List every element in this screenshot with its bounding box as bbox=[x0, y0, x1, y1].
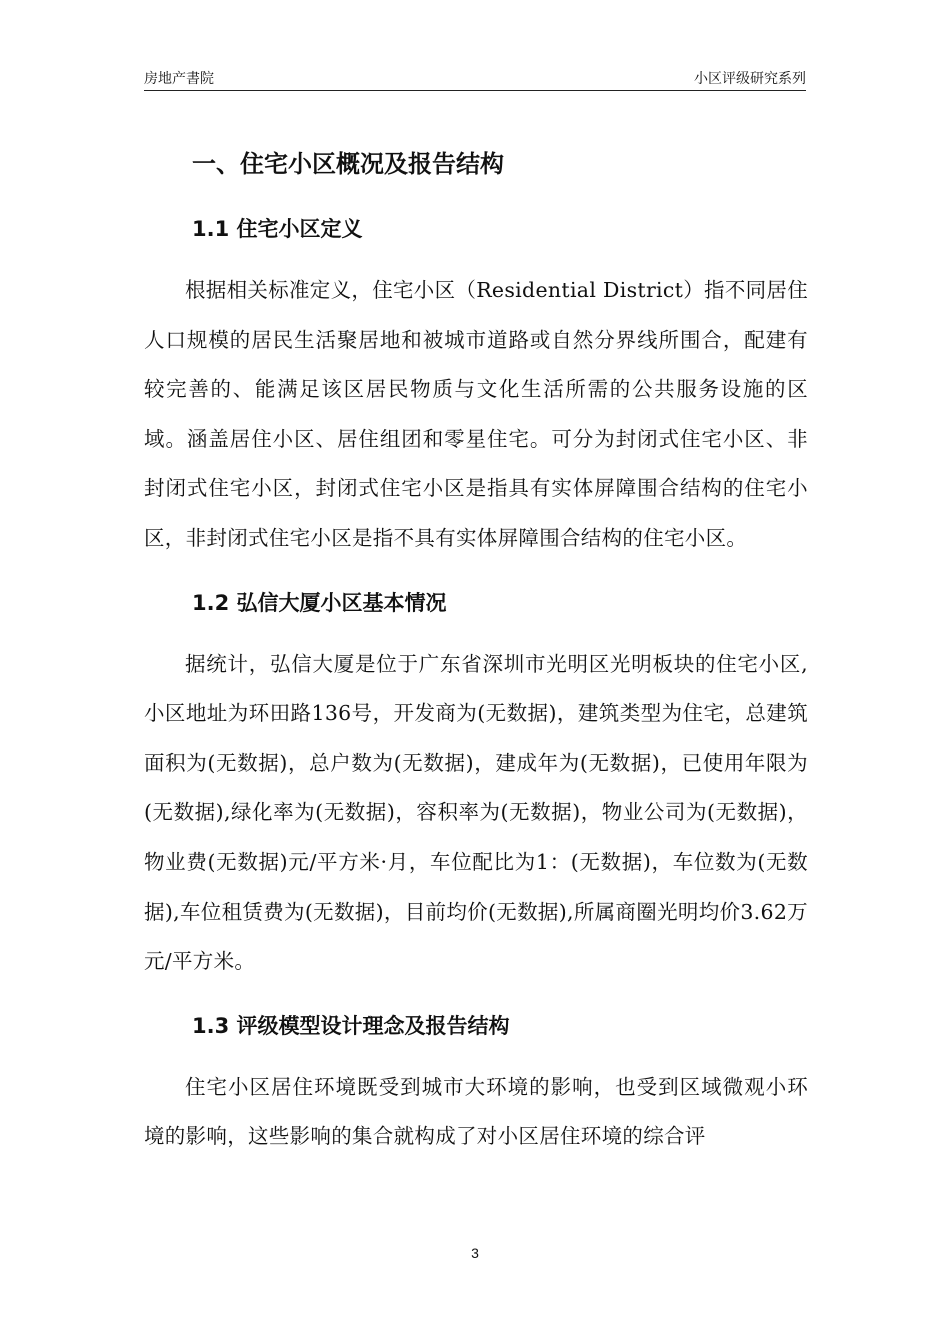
page-number: 3 bbox=[471, 1245, 479, 1261]
section-body-1-3: 住宅小区居住环境既受到城市大环境的影响，也受到区域微观小环境的影响，这些影响的集合就构成了对小区居住环境的综合评 bbox=[144, 1074, 808, 1149]
section-title-1-3: 1.3 评级模型设计理念及报告结构 bbox=[192, 1013, 510, 1038]
section-body-1-1: 根据相关标准定义，住宅小区（Residential District）指不同居住人口规模的居民生活聚居地和被城市道路或自然分界线所围合，配建有较完善的、能满足该区居民物质与文化生活所需的公共服务设施的区域。涵盖居住小区、居住组团和零星住宅。可分为封闭式住宅小区、非封闭式住宅小区，封闭式住宅小区是指具有实体屏障围合结构的住宅小区，非封闭式住宅小区是指不具有实体屏障围合结构的住宅小区。 bbox=[144, 278, 809, 550]
chapter-title: 一、住宅小区概况及报告结构 bbox=[192, 150, 504, 178]
header-publisher: 房地产書院 bbox=[144, 71, 214, 87]
page-content bbox=[144, 138, 808, 1162]
section-body-1-2: 据统计，弘信大厦是位于广东省深圳市光明区光明板块的住宅小区,小区地址为环田路136号，开发商为(无数据)，建筑类型为住宅，总建筑面积为(无数据)，总户数为(无数据)，建成年为(无数据)，已使用年限为(无数据),绿化率为(无数据)，容积率为(无数据)，物业公司为(无数据)，物业费(无数据)元/平方米·月，车位配比为1：(无数据)，车位数为(无数据),车位租赁费为(无数据)，目前均价(无数据),所属商圈光明均价3.62万元/平方米。 bbox=[144, 651, 808, 974]
header-series-title: 小区评级研究系列 bbox=[694, 71, 806, 87]
section-title-1-1: 1.1 住宅小区定义 bbox=[192, 217, 363, 241]
page-header bbox=[144, 66, 806, 91]
section-title-1-2: 1.2 弘信大厦小区基本情况 bbox=[192, 590, 447, 615]
